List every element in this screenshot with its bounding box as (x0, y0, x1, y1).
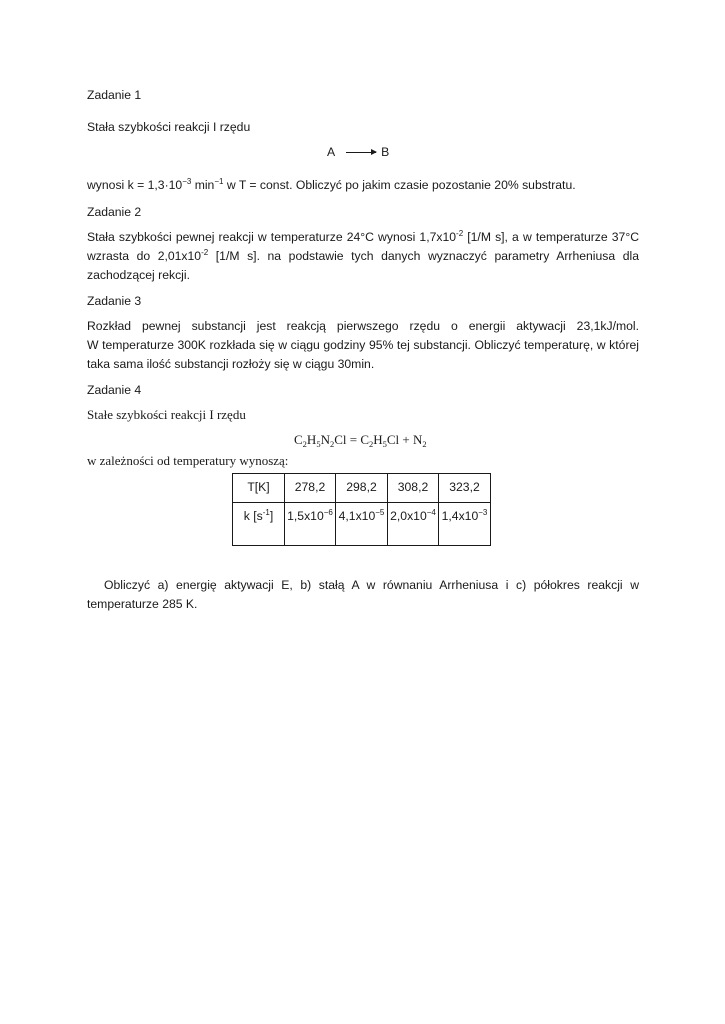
table-cell (285, 503, 336, 546)
task3-line-2: W temperaturze 300K rozkłada się w ciągu godziny 95% tej substancji. Obliczyć temperaturę, w której (87, 338, 639, 352)
task2-line-1-exp: -2 (456, 230, 464, 238)
task2-line-2 (87, 249, 639, 263)
task4-intro: w zależności od temperatury wynoszą: (87, 453, 289, 468)
task2-line-1-a: Stała szybkości pewnej reakcji w temperaturze 24°C wynosi 1,7x10 (87, 230, 457, 244)
k-value: 1,4x10 (441, 509, 479, 523)
eq-sub: 2 (302, 439, 307, 449)
eq-sub: 5 (382, 439, 387, 449)
table-cell: 323,2 (439, 474, 491, 503)
k-exponent: −6 (323, 508, 333, 517)
eq-sub: 5 (316, 439, 321, 449)
rate-constant-text: wynosi k = 1,3·10 (87, 178, 183, 192)
task2-line-1 (87, 230, 639, 244)
k-exponent: −3 (478, 508, 488, 517)
task4-subtitle: Stałe szybkości reakcji I rzędu (87, 407, 246, 422)
task2-line-3: zachodzącej rekcji. (87, 268, 190, 282)
task4-question-line-2: temperaturze 285 K. (87, 597, 198, 611)
task4-question-line-1: Obliczyć a) energię aktywacji E, b) stałą A w równaniu Arrheniusa i c) półokres reakcji w (104, 578, 639, 592)
table-cell: 298,2 (336, 474, 388, 503)
eq-part: H (373, 432, 383, 447)
rate-constant-table (232, 473, 491, 546)
task1-statement (87, 178, 576, 193)
table-cell (439, 503, 491, 546)
eq-sub: 2 (329, 439, 335, 449)
task4-heading: Zadanie 4 (87, 383, 142, 397)
reaction-rhs: B (381, 145, 390, 159)
reaction-arrow-icon (346, 152, 376, 153)
k-value: 1,5x10 (287, 509, 324, 523)
eq-part: C (294, 432, 303, 447)
k-label-close: ] (269, 509, 274, 523)
k-exponent: −4 (426, 508, 436, 517)
eq-part: H (306, 432, 317, 447)
unit-text: min (191, 178, 215, 192)
k-label: k [s (243, 509, 263, 523)
table-row (233, 503, 491, 546)
eq-sub: 2 (369, 439, 374, 449)
task2-line-2-a: wzrasta do 2,01x10 (87, 249, 202, 263)
table-cell: 308,2 (388, 474, 439, 503)
task1-reaction (327, 145, 389, 160)
table-header-cell: T[K] (233, 474, 285, 503)
table-cell: 278,2 (285, 474, 336, 503)
task2-line-2-exp: -2 (201, 249, 209, 257)
eq-part: Cl = C (334, 432, 369, 447)
task1-subtitle: Stała szybkości reakcji I rzędu (87, 120, 251, 134)
task1-question: w T = const. Obliczyć po jakim czasie pozostanie 20% substratu. (223, 178, 576, 192)
task2-heading: Zadanie 2 (87, 205, 142, 219)
task1-heading: Zadanie 1 (87, 88, 142, 102)
table-cell (388, 503, 439, 546)
k-label-exponent: -1 (262, 508, 270, 517)
task2-line-1-b: [1/M s], a w temperaturze 37°C (463, 230, 639, 244)
k-value: 4,1x10 (338, 509, 376, 523)
task3-line-3: taka sama ilość substancji rozłoży się w ciągu 30min. (87, 357, 375, 371)
table-row (233, 474, 491, 503)
unit-exponent: −1 (214, 177, 224, 186)
eq-part: N (320, 432, 330, 447)
task2-line-2-b: [1/M s]. na podstawie tych danych wyznaczyć parametry Arrheniusa dla (208, 249, 639, 263)
task4-equation (294, 432, 427, 448)
task3-heading: Zadanie 3 (87, 294, 142, 308)
k-value: 2,0x10 (390, 509, 427, 523)
task3-line-1: Rozkład pewnej substancji jest reakcją pierwszego rzędu o energii aktywacji 23,1kJ/mol. (87, 319, 639, 333)
eq-part: Cl + N (386, 432, 423, 447)
rate-constant-exponent: −3 (182, 177, 192, 186)
table-header-cell (233, 503, 285, 546)
reaction-lhs: A (327, 145, 336, 159)
k-exponent: −5 (375, 508, 385, 517)
eq-sub: 2 (422, 439, 427, 449)
table-cell (336, 503, 388, 546)
